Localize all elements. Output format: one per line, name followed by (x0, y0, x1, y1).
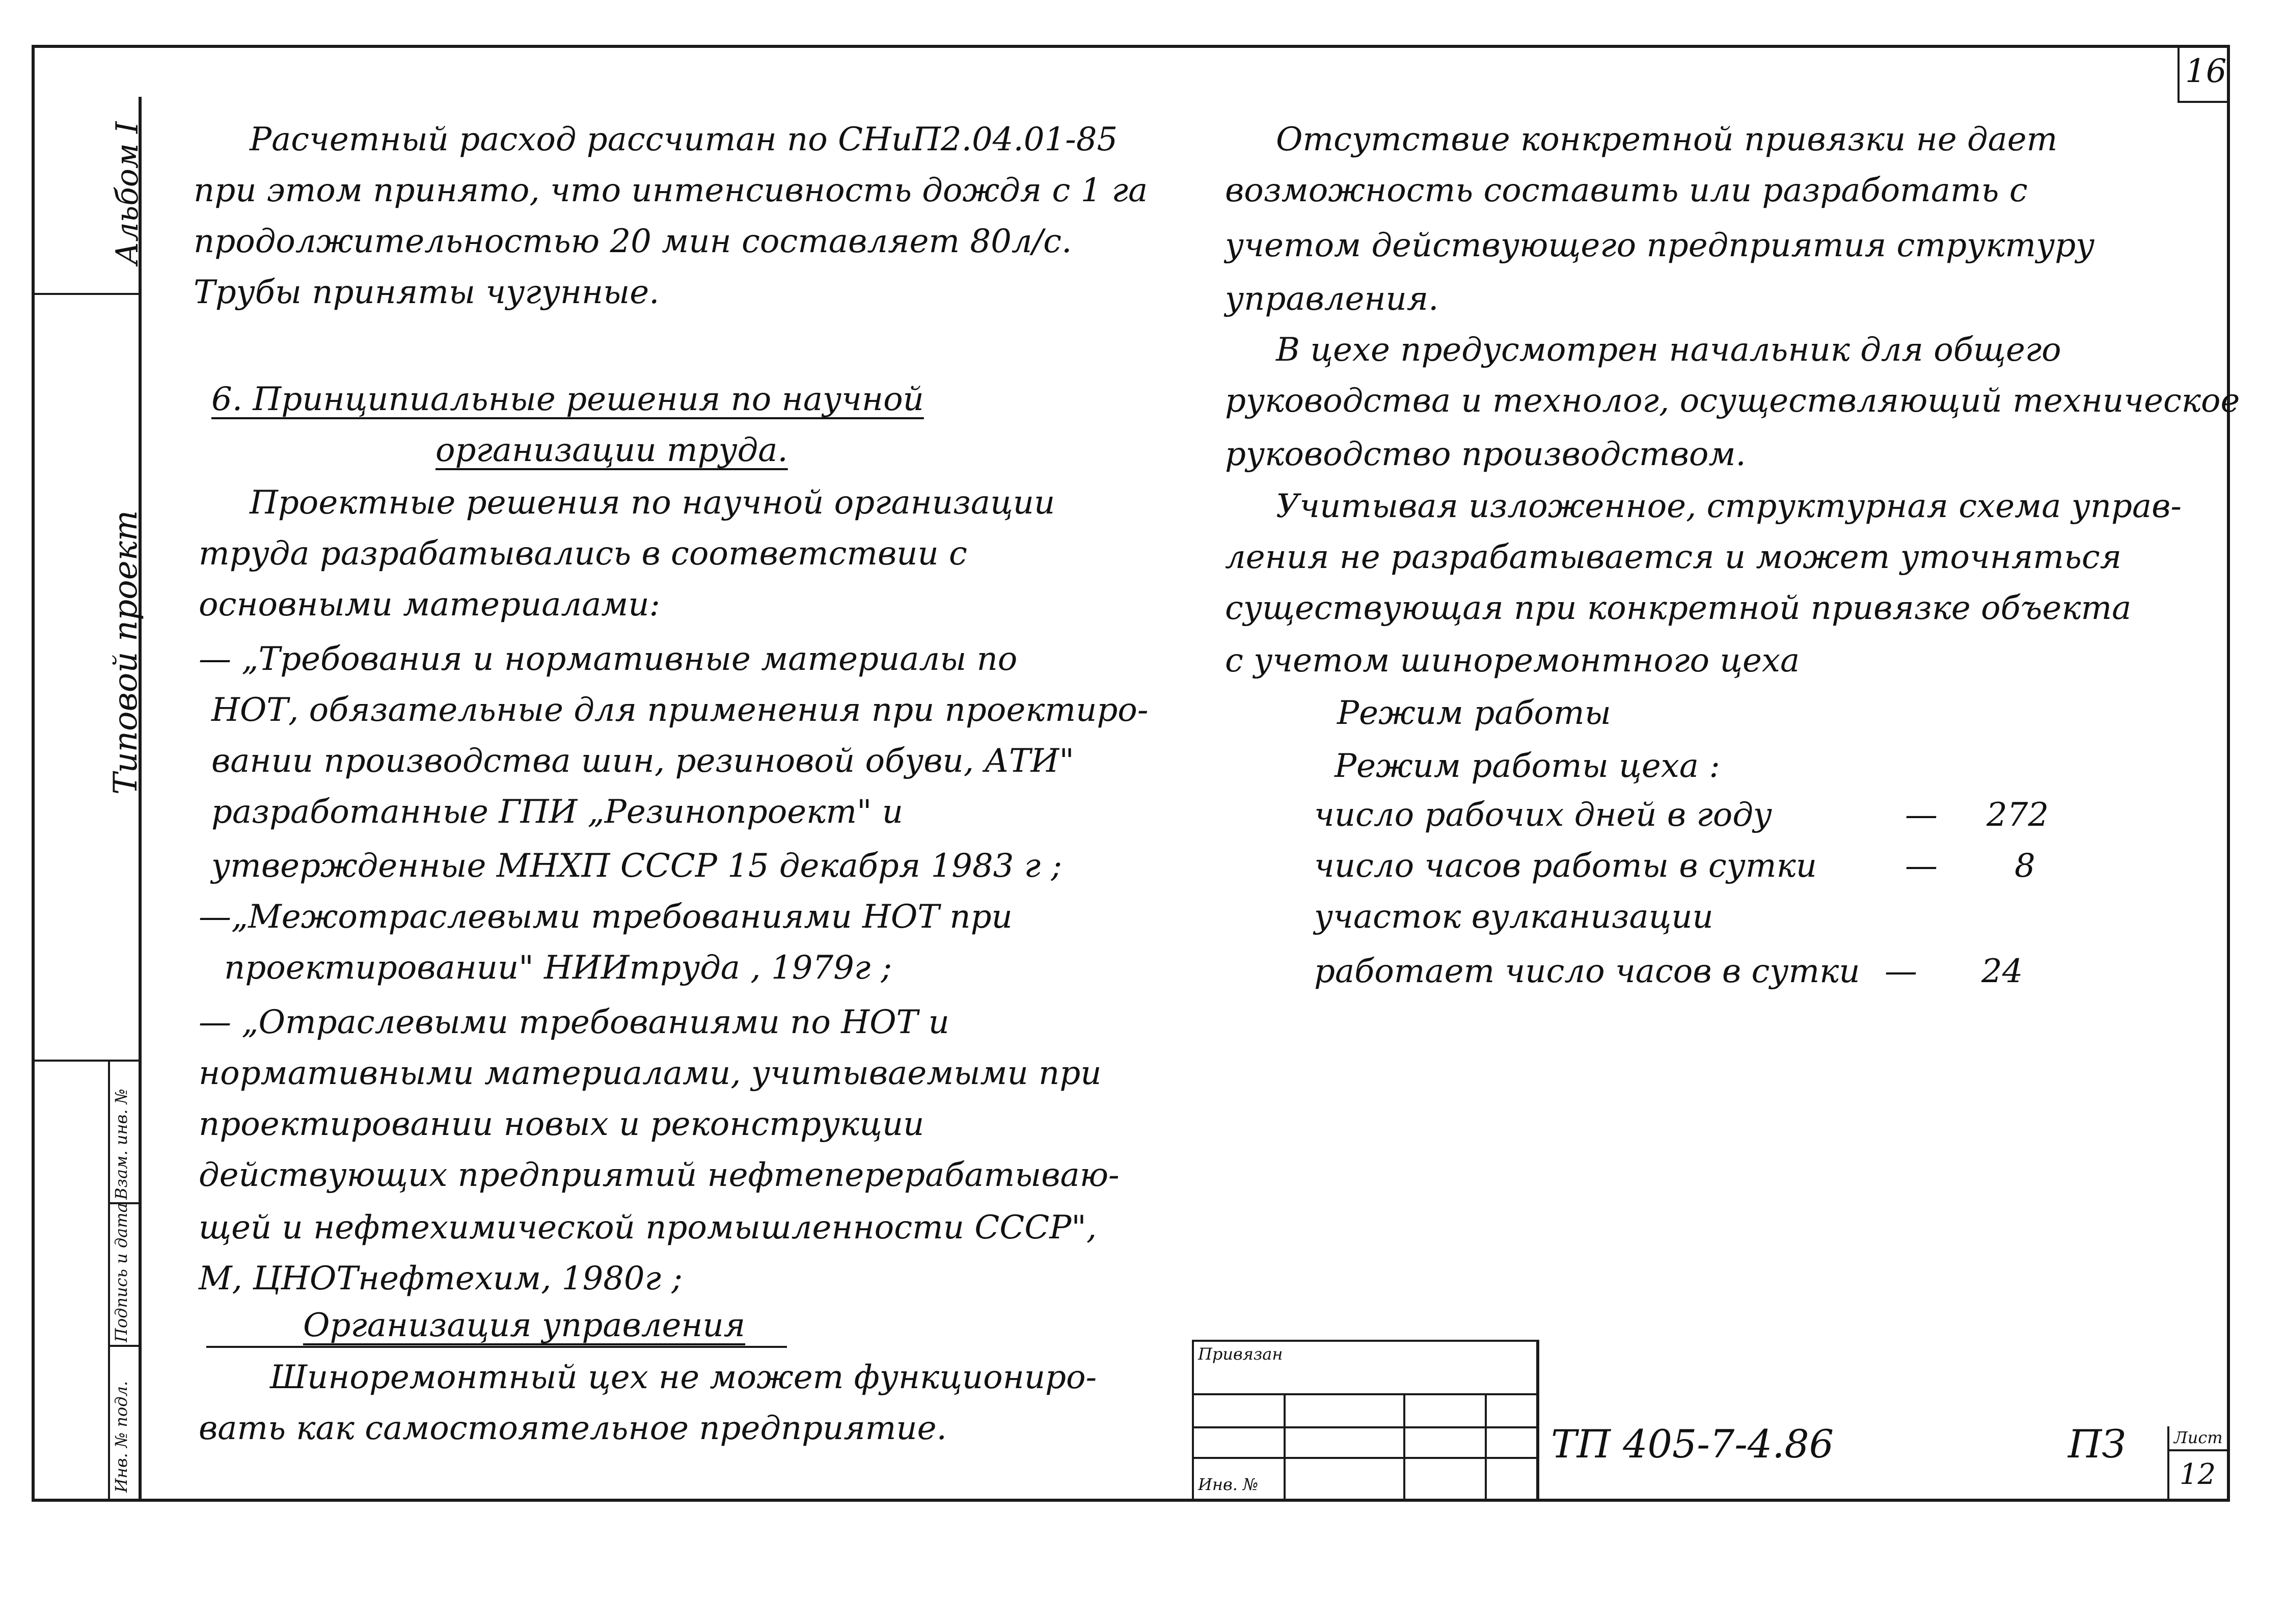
right-p1-line-1: Отсутствие конкретной привязки не дает (1276, 121, 2058, 158)
schedule-row-4-dash: — (1885, 953, 1917, 990)
stamp-field-inv-original: Инв. № подл. (112, 1381, 131, 1493)
sidebar-divider (139, 97, 142, 1499)
work-mode-subtitle: Режим работы цеха : (1335, 747, 1720, 785)
left-p2-line-15: щей и нефтехимической промышленности СССР", (199, 1209, 1097, 1247)
stamp-grid-right (1536, 1340, 1539, 1502)
left-p2-line-16: М, ЦНОТнефтехим, 1980г ; (199, 1260, 683, 1297)
page-number: 16 (2185, 52, 2227, 90)
frame-top-border (32, 45, 2230, 48)
section6-heading-line-2: организации труда. (436, 431, 788, 469)
frame-left-border (32, 45, 35, 1502)
right-p3-line-4: с учетом шиноремонтного цеха (1225, 642, 1800, 680)
schedule-row-1-dash: — (1905, 796, 1938, 834)
left-p3-line-1: Шиноремонтный цех не может функциониро- (270, 1359, 1097, 1396)
page-number-box-bottom (2178, 101, 2228, 103)
sheet-box-left (2167, 1426, 2169, 1500)
schedule-row-2-dash: — (1905, 847, 1938, 885)
stamp-grid-col-2 (1403, 1393, 1405, 1500)
left-p2-line-10: проектировании" НИИтруда , 1979г ; (224, 949, 892, 987)
schedule-row-3-label: участок вулканизации (1314, 898, 1713, 936)
left-p2-line-4: — „Требования и нормативные материалы по (199, 640, 1018, 678)
right-p3-line-1: Учитывая изложенное, структурная схема управ- (1276, 488, 2182, 525)
left-p2-line-6: вании производства шин, резиновой обуви, АТИ" (211, 742, 1074, 780)
left-p2-line-8: утвержденные МНХП СССР 15 декабря 1983 г ; (211, 847, 1062, 885)
album-label: Альбом I (110, 121, 145, 265)
left-p2-line-2: труда разрабатывались в соответствии с (199, 535, 967, 573)
right-p2-line-3: руководство производством. (1225, 436, 1746, 473)
org-heading-rule (206, 1346, 787, 1348)
left-p2-line-3: основными материалами: (199, 586, 661, 624)
left-p2-line-12: нормативными материалами, учитываемыми при (199, 1054, 1102, 1092)
sheet-label: Лист (2174, 1428, 2223, 1447)
left-p2-line-11: — „Отраслевыми требованиями по НОТ и (199, 1004, 949, 1041)
right-p3-line-2: ления не разрабатывается и может уточняться (1225, 538, 2122, 576)
sidebar-separator-1 (32, 293, 140, 295)
left-p1-line-3: продолжительностью 20 мин составляет 80л/с. (194, 223, 1072, 260)
frame-right-border (2227, 45, 2230, 1502)
right-p1-line-3: учетом действующего предприятия структуру (1225, 227, 2095, 264)
section6-heading-line-1: 6. Принципиальные решения по научной (211, 381, 924, 418)
left-p3-line-2: вать как самостоятельное предприятие. (199, 1410, 947, 1447)
schedule-row-1-label: число рабочих дней в году (1314, 796, 1772, 834)
schedule-row-4-label: работает число часов в сутки (1314, 953, 1860, 990)
linked-label: Привязан (1198, 1344, 1283, 1364)
schedule-row-2-value: 8 (2015, 847, 2035, 885)
stamp-grid-top (1192, 1340, 1538, 1342)
stamp-separator-2 (108, 1345, 140, 1347)
right-p2-line-1: В цехе предусмотрен начальник для общего (1276, 331, 2061, 369)
left-p2-line-9: —„Межотраслевыми требованиями НОТ при (199, 898, 1013, 936)
work-mode-title: Режим работы (1337, 694, 1611, 732)
inv-number-label: Инв. № (1198, 1475, 1259, 1494)
sidebar-stamp-divider (108, 1060, 110, 1499)
sheet-box-divider (2167, 1449, 2228, 1451)
frame-bottom-border (32, 1499, 2230, 1502)
right-p1-line-4: управления. (1225, 280, 1439, 318)
left-p1-line-4: Трубы приняты чугунные. (194, 274, 660, 311)
sheet-number: 12 (2179, 1458, 2216, 1491)
left-p2-line-14: действующих предприятий нефтеперерабатываю- (199, 1156, 1120, 1194)
stamp-grid-left (1192, 1340, 1194, 1502)
sidebar-separator-2 (32, 1060, 140, 1062)
left-p1-line-1: Расчетный расход рассчитан по СНиП2.04.01-85 (250, 121, 1118, 158)
page-number-box-left (2178, 45, 2180, 102)
series-label: Типовой проект (107, 510, 145, 795)
stamp-grid-col-1 (1284, 1393, 1286, 1500)
stamp-field-signature-date: Подпись и дата (112, 1203, 131, 1342)
left-p2-line-5: НОТ, обязательные для применения при проектиро- (211, 691, 1149, 729)
document-code: ТП 405-7-4.86 (1551, 1421, 1834, 1467)
schedule-row-2-label: число часов работы в сутки (1314, 847, 1817, 885)
right-p2-line-2: руководства и технолог, осуществляющий техническое (1225, 382, 2240, 420)
stamp-field-replaced-inv: Взам. инв. № (112, 1089, 131, 1200)
schedule-row-4-value: 24 (1981, 953, 2023, 990)
right-p3-line-3: существующая при конкретной привязке объекта (1225, 589, 2132, 627)
right-p1-line-2: возможность составить или разработать с (1225, 172, 2028, 209)
stamp-grid-col-3 (1485, 1393, 1487, 1500)
schedule-row-1-value: 272 (1986, 796, 2049, 834)
org-management-heading: Организация управления (303, 1307, 746, 1344)
left-p2-line-1: Проектные решения по научной организации (250, 484, 1055, 522)
left-p1-line-2: при этом принято, что интенсивность дождя с 1 га (194, 172, 1148, 209)
left-p2-line-13: проектировании новых и реконструкции (199, 1105, 924, 1143)
document-type: ПЗ (2068, 1421, 2126, 1467)
left-p2-line-7: разработанные ГПИ „Резинопроект" и (211, 793, 903, 831)
